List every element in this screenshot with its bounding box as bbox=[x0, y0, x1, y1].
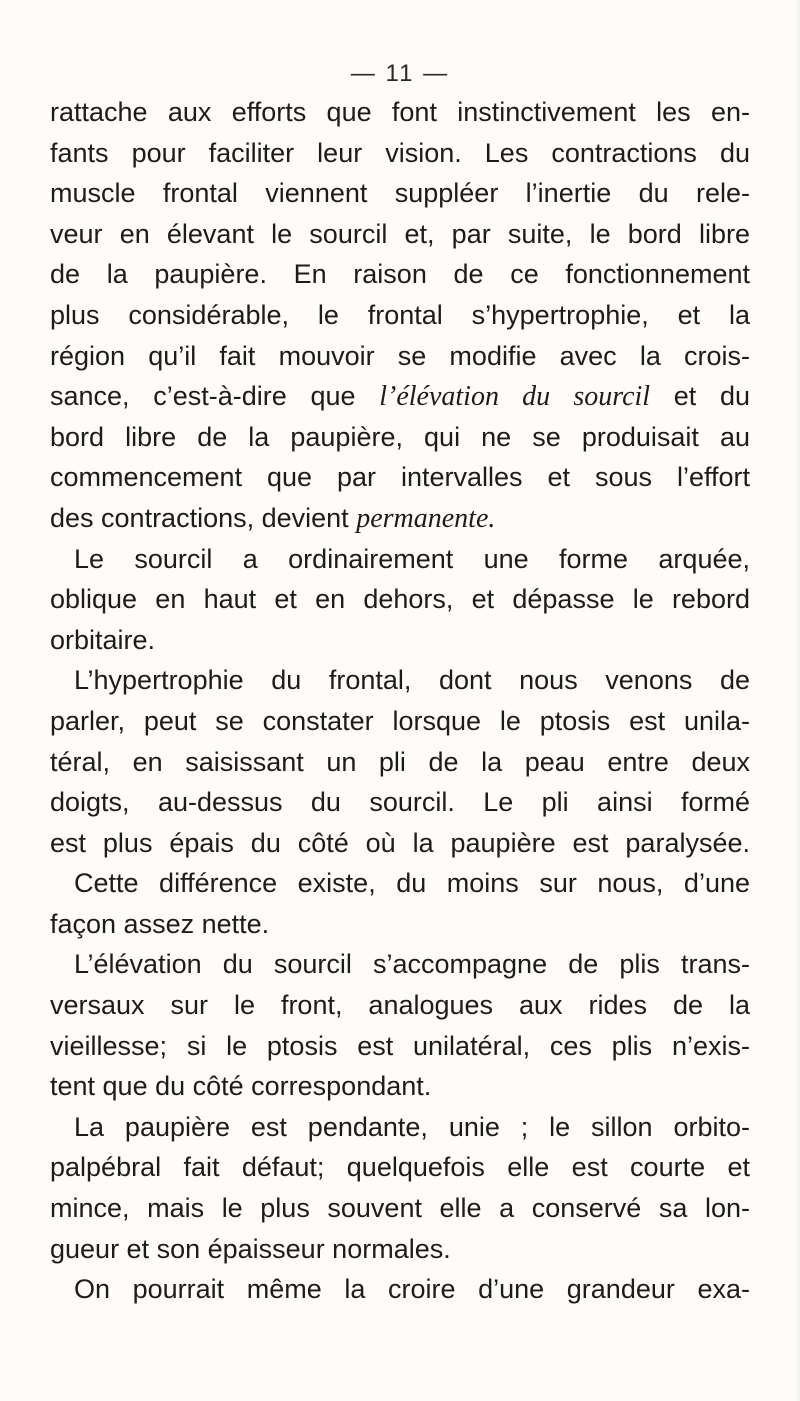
text-line: Cette différence existe, du moins sur nous, d’une bbox=[74, 868, 750, 899]
text-line: palpébral fait défaut; quelquefois elle est courte et bbox=[50, 1152, 750, 1183]
text-line: veur en élevant le sourcil et, par suite, le bord libre bbox=[50, 218, 750, 249]
text-line: doigts, au-dessus du sourcil. Le pli ainsi formé bbox=[50, 787, 750, 818]
emphasis-text: l’élévation du sourcil bbox=[379, 381, 651, 413]
text-line: rattache aux efforts que font instinctivement les en- bbox=[50, 97, 750, 127]
text-line: L’élévation du sourcil s’accompagne de plis trans- bbox=[74, 949, 750, 980]
text-segment: et du bbox=[650, 381, 750, 412]
text-line bbox=[50, 498, 750, 539]
text-line: plus considérable, le frontal s’hypertrophie, et la bbox=[50, 299, 750, 330]
text-line: oblique en haut et en dehors, et dépasse le rebord bbox=[50, 584, 750, 615]
text-segment: sance, c’est-à-dire que bbox=[50, 381, 380, 412]
text-line: fants pour faciliter leur vision. Les contractions du bbox=[50, 137, 750, 168]
text-line: parler, peut se constater lorsque le ptosis est unila- bbox=[50, 705, 750, 736]
text-line: vieillesse; si le ptosis est unilatéral, ces plis n’exis- bbox=[50, 1030, 750, 1061]
text-line: On pourrait même la croire d’une grandeur exa- bbox=[74, 1274, 750, 1305]
text-line: tent que du côté correspondant. bbox=[50, 1071, 432, 1102]
text-line: Le sourcil a ordinairement une forme arquée, bbox=[74, 543, 750, 574]
page-edge-shadow bbox=[794, 0, 800, 1401]
emphasis-text: permanente. bbox=[356, 502, 496, 534]
text-line: La paupière est pendante, unie ; le sillon orbito- bbox=[74, 1111, 750, 1142]
text-line: téral, en saisissant un pli de la peau entre deux bbox=[50, 746, 750, 777]
text-line: région qu’il fait mouvoir se modifie avec la crois- bbox=[50, 340, 750, 371]
text-line: gueur et son épaisseur normales. bbox=[50, 1233, 451, 1264]
text-line: commencement que par intervalles et sous l’effort bbox=[50, 462, 750, 493]
body-text bbox=[50, 92, 750, 1310]
page-number: — 11 — bbox=[350, 60, 450, 87]
text-line: bord libre de la paupière, qui ne se produisait au bbox=[50, 421, 750, 452]
text-line: mince, mais le plus souvent elle a conservé sa lon- bbox=[50, 1193, 750, 1224]
text-line: muscle frontal viennent suppléer l’inertie du rele- bbox=[50, 178, 750, 209]
text-line: orbitaire. bbox=[50, 624, 156, 655]
text-line: est plus épais du côté où la paupière est paralysée. bbox=[50, 827, 750, 858]
text-line: L’hypertrophie du frontal, dont nous venons de bbox=[74, 665, 750, 696]
text-line bbox=[50, 376, 750, 417]
text-segment: des contractions, devient bbox=[50, 502, 357, 533]
text-line: versaux sur le front, analogues aux rides de la bbox=[50, 990, 750, 1021]
text-line: façon assez nette. bbox=[50, 908, 270, 939]
text-line: de la paupière. En raison de ce fonctionnement bbox=[50, 259, 750, 290]
